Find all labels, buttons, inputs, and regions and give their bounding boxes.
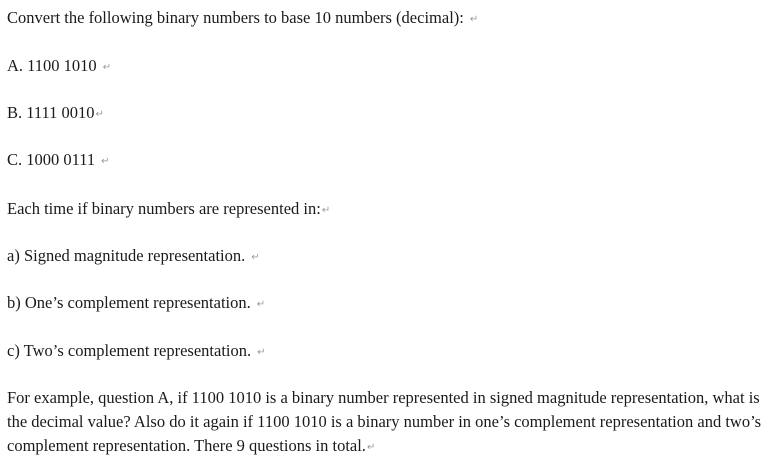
- representation-a-text: a) Signed magnitude representation.: [7, 246, 246, 265]
- paragraph-mark-icon: [257, 293, 265, 317]
- item-a-paragraph: [7, 54, 111, 80]
- paragraph-mark-icon: [96, 103, 104, 127]
- intro-paragraph: [7, 6, 478, 32]
- representation-c-text: c) Two’s complement representation.: [7, 341, 252, 360]
- representation-intro-paragraph: [7, 197, 330, 223]
- item-b-paragraph: [7, 101, 104, 127]
- paragraph-mark-icon: [103, 56, 111, 80]
- representation-b-text: b) One’s complement representation.: [7, 293, 251, 312]
- paragraph-mark-icon: [257, 341, 265, 365]
- representation-c-paragraph: [7, 339, 266, 365]
- representation-intro-text: Each time if binary numbers are represented in:: [7, 199, 321, 218]
- representation-a-paragraph: [7, 244, 260, 270]
- intro-text: Convert the following binary numbers to base 10 numbers (decimal):: [7, 8, 464, 27]
- paragraph-mark-icon: [101, 150, 109, 174]
- example-paragraph: [7, 386, 765, 460]
- paragraph-mark-icon: [470, 8, 478, 32]
- item-c-text: C. 1000 0111: [7, 150, 96, 169]
- item-a-text: A. 1100 1010: [7, 56, 97, 75]
- paragraph-mark-icon: [251, 246, 259, 270]
- paragraph-mark-icon: [322, 199, 330, 223]
- paragraph-mark-icon: [367, 436, 375, 460]
- representation-b-paragraph: [7, 291, 265, 317]
- item-c-paragraph: [7, 148, 110, 174]
- example-text: For example, question A, if 1100 1010 is a binary number represented in signed magnitude representation, what is the decimal value? Also do it again if 1100 1010 is a binary number in one’s complement representation and two’s complement representation. There 9 questions in total.: [7, 388, 762, 455]
- item-b-text: B. 1111 0010: [7, 103, 95, 122]
